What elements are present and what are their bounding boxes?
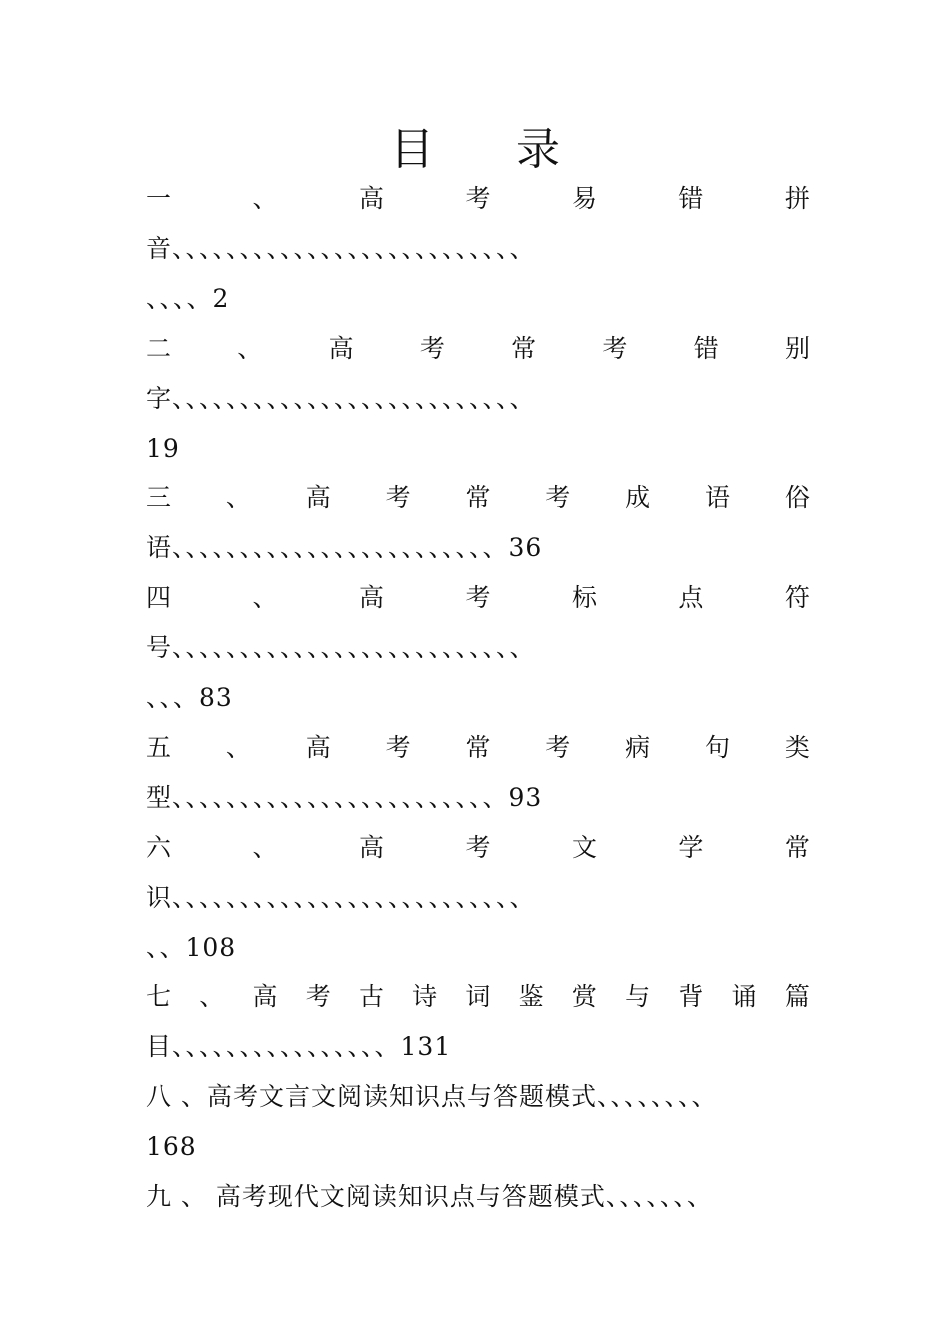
toc-char: 与 [625,982,651,1012]
toc-line [146,332,810,366]
toc-char: 高 [328,333,354,363]
page-title: 目 录 [390,124,594,175]
toc-char: 常 [465,732,491,762]
toc-char: 鉴 [518,982,544,1012]
toc-char: 七 [146,982,172,1012]
toc-char: 常 [784,832,810,862]
toc-line: 目、、、、、、、、、、、、、、、、131 [146,1032,452,1062]
toc-char: 篇 [784,982,810,1012]
toc-char: 一 [146,184,172,213]
toc-char: 语 [705,483,731,513]
toc-char: 诗 [412,982,438,1012]
toc-char: 词 [465,982,491,1012]
toc-line: 168 [146,1132,197,1162]
toc-line [146,831,810,865]
toc-char: 诵 [731,982,757,1012]
toc-char: 二 [146,333,172,363]
toc-char: 、 [237,333,263,363]
toc-char: 别 [784,333,810,363]
toc-char: 高 [358,184,384,213]
toc-char: 考 [385,483,411,513]
toc-char: 、 [225,483,251,513]
toc-line: 型、、、、、、、、、、、、、、、、、、、、、、、、93 [146,782,543,812]
toc-line: 识、、、、、、、、、、、、、、、、、、、、、、、、、、 [146,882,536,912]
toc-line: 八 、高考文言文阅读知识点与答题模式、、、、、、、、 [146,1082,718,1112]
toc-char: 赏 [571,982,597,1012]
toc-char: 六 [146,832,172,862]
toc-char: 考 [419,333,445,363]
toc-char: 三 [146,483,172,513]
toc-char: 拼 [784,184,810,213]
toc-char: 考 [465,184,491,213]
toc-line: 19 [146,433,180,463]
toc-char: 句 [705,732,731,762]
toc-line: 语、、、、、、、、、、、、、、、、、、、、、、、、36 [146,533,543,563]
toc-char: 高 [358,583,384,613]
toc-char: 常 [465,483,491,513]
toc-line: 、、、、2 [146,283,230,313]
toc-char: 、 [252,832,278,862]
toc-char: 考 [465,832,491,862]
toc-line: 字、、、、、、、、、、、、、、、、、、、、、、、、、、 [146,383,536,413]
toc-char: 、 [252,184,278,213]
toc-char: 学 [678,832,704,862]
toc-char: 高 [358,832,384,862]
toc-char: 古 [358,982,384,1012]
toc-char: 类 [784,732,810,762]
toc-char: 考 [465,583,491,613]
toc-char: 高 [252,982,278,1012]
toc-char: 常 [511,333,537,363]
toc-char: 成 [625,483,651,513]
toc-line [146,481,810,515]
toc-char: 、 [252,583,278,613]
toc-char: 错 [678,184,704,213]
toc-char: 病 [625,732,651,762]
toc-char: 四 [146,583,172,613]
toc-line [146,731,810,765]
toc-line [146,980,810,1014]
toc-line: 九 、 高考现代文阅读知识点与答题模式、、、、、、、 [146,1182,713,1211]
toc-char: 高 [305,483,331,513]
toc-char: 符 [784,583,810,613]
toc-char: 文 [571,832,597,862]
toc-char: 五 [146,732,172,762]
toc-char: 考 [602,333,628,363]
toc-line: 号、、、、、、、、、、、、、、、、、、、、、、、、、、 [146,633,536,663]
toc-line [146,182,810,216]
toc-char: 标 [571,583,597,613]
toc-line: 、、108 [146,932,237,962]
toc-line: 、、、83 [146,683,233,712]
toc-char: 考 [305,982,331,1012]
toc-char: 背 [678,982,704,1012]
toc-char: 点 [678,583,704,613]
toc-line: 音、、、、、、、、、、、、、、、、、、、、、、、、、、 [146,233,536,263]
toc-char: 错 [693,333,719,363]
toc-char: 高 [305,732,331,762]
toc-char: 考 [545,732,571,762]
toc-char: 考 [545,483,571,513]
toc-line [146,581,810,615]
toc-char: 考 [385,732,411,762]
toc-char: 、 [199,982,225,1012]
toc-char: 俗 [784,483,810,513]
toc-char: 易 [571,184,597,213]
toc-char: 、 [225,732,251,762]
